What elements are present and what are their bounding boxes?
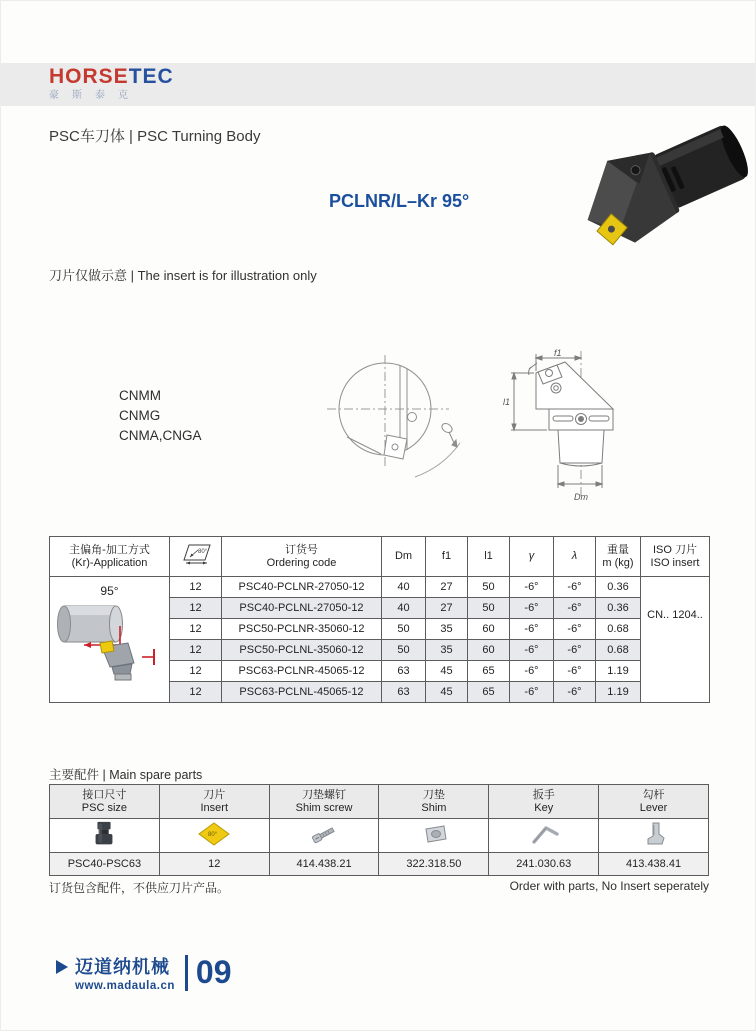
table-header-row <box>50 537 710 577</box>
footer-divider <box>185 955 188 991</box>
side-view-drawing <box>479 345 661 507</box>
cell-size: 12 <box>170 598 222 619</box>
spare-value-shim-screw: 414.438.21 <box>269 853 379 876</box>
cell-f1: 45 <box>426 682 468 703</box>
cell-l1: 60 <box>468 619 510 640</box>
brand-logo-text <box>49 66 174 87</box>
spare-header-en: Key <box>534 801 554 814</box>
header-application <box>50 537 170 577</box>
cell-gamma: -6° <box>510 640 554 661</box>
cell-code: PSC50-PCLNL-35060-12 <box>222 640 382 661</box>
spare-values-row <box>50 853 709 876</box>
cell-f1: 35 <box>426 640 468 661</box>
cell-lambda: -6° <box>554 661 596 682</box>
header-l1: l1 <box>468 537 510 577</box>
cell-lambda: -6° <box>554 640 596 661</box>
shim-screw-icon <box>309 821 339 847</box>
header-lambda: λ <box>554 537 596 577</box>
cell-size: 12 <box>170 661 222 682</box>
insert-note: 刀片仅做示意 | The insert is for illustration only <box>49 268 317 283</box>
insert-type-list <box>119 386 202 446</box>
cell-size: 12 <box>170 619 222 640</box>
cell-l1: 65 <box>468 661 510 682</box>
header-application-en: (Kr)-Application <box>71 556 148 569</box>
spare-header-shim-screw <box>269 785 379 819</box>
cell-gamma: -6° <box>510 682 554 703</box>
application-cell <box>50 577 170 703</box>
iso-insert-cell: CN.. 1204.. <box>641 577 710 703</box>
dim-f1-label: f1 <box>554 348 562 358</box>
spare-parts-notes <box>49 879 709 896</box>
dim-dm-label: Dm <box>574 492 588 502</box>
insert-type: CNMA,CNGA <box>119 428 202 443</box>
note-english: Order with parts, No Insert seperately <box>509 879 709 893</box>
spare-header-cn: 接口尺寸 <box>82 788 127 801</box>
cell-l1: 65 <box>468 682 510 703</box>
cell-f1: 35 <box>426 619 468 640</box>
cell-code: PSC63-PCLNL-45065-12 <box>222 682 382 703</box>
spare-header-insert <box>159 785 269 819</box>
header-weight-en: m (kg) <box>602 556 634 569</box>
cell-weight: 1.19 <box>596 661 641 682</box>
cell-size: 12 <box>170 577 222 598</box>
cell-code: PSC50-PCLNR-35060-12 <box>222 619 382 640</box>
spare-value-shim: 322.318.50 <box>379 853 489 876</box>
header-dm: Dm <box>382 537 426 577</box>
cell-dm: 50 <box>382 619 426 640</box>
spare-icon-cell <box>599 819 709 853</box>
spare-header-row <box>50 785 709 819</box>
spare-header-en: Shim screw <box>295 801 353 814</box>
spare-header-cn: 勾杆 <box>642 788 665 801</box>
cell-weight: 1.19 <box>596 682 641 703</box>
footer-brand-block <box>75 953 175 992</box>
spare-icon-cell <box>269 819 379 853</box>
cell-lambda: -6° <box>554 577 596 598</box>
shim-icon <box>419 821 449 847</box>
header-insert-size <box>170 537 222 577</box>
cell-code: PSC40-PCLNL-27050-12 <box>222 598 382 619</box>
spare-header-en: Lever <box>639 801 668 814</box>
cell-weight: 0.36 <box>596 598 641 619</box>
header-iso-cn: ISO 刀片 <box>652 543 697 556</box>
cell-f1: 27 <box>426 577 468 598</box>
page-number: 09 <box>195 954 232 990</box>
insert-type: CNMM <box>119 388 161 403</box>
header-f1: f1 <box>426 537 468 577</box>
front-view-drawing <box>297 351 473 487</box>
cell-gamma: -6° <box>510 619 554 640</box>
ordering-table <box>49 536 710 703</box>
header-iso-en: ISO insert <box>650 556 700 569</box>
cell-gamma: -6° <box>510 577 554 598</box>
spare-header-cn: 刀片 <box>203 788 226 801</box>
spare-header-en: Insert <box>200 801 228 814</box>
cell-l1: 50 <box>468 598 510 619</box>
spare-value-key: 241.030.63 <box>489 853 599 876</box>
note-chinese: 订货包含配件，不供应刀片产品。 <box>49 881 230 895</box>
table-row <box>50 577 710 598</box>
psc-shank-icon <box>89 820 119 848</box>
key-icon <box>528 821 560 847</box>
spare-header-lever <box>599 785 709 819</box>
spare-icon-cell <box>159 819 269 853</box>
insert-angle-label: 80° <box>208 832 218 838</box>
cell-gamma: -6° <box>510 598 554 619</box>
lever-icon <box>640 821 668 847</box>
triangle-icon <box>56 960 68 974</box>
brand-logo <box>49 66 174 101</box>
cell-size: 12 <box>170 682 222 703</box>
cell-dm: 40 <box>382 577 426 598</box>
header-application-cn: 主偏角-加工方式 <box>69 543 150 556</box>
header-ordering-cn: 订货号 <box>285 543 318 556</box>
spare-header-en: PSC size <box>81 801 128 814</box>
header-iso-insert <box>641 537 710 577</box>
cell-lambda: -6° <box>554 598 596 619</box>
cell-dm: 63 <box>382 661 426 682</box>
cell-weight: 0.36 <box>596 577 641 598</box>
application-angle: 95° <box>100 584 119 598</box>
header-weight <box>596 537 641 577</box>
insert-angle-label: 80° <box>197 548 207 555</box>
spare-parts-table <box>49 784 709 876</box>
logo-horse-text: HORSE <box>49 65 129 88</box>
spare-value-insert: 12 <box>159 853 269 876</box>
insert-type: CNMG <box>119 408 161 423</box>
cell-gamma: -6° <box>510 661 554 682</box>
spare-header-cn: 刀垫螺钉 <box>302 788 347 801</box>
spare-icon-cell <box>50 819 160 853</box>
spare-icons-row <box>50 819 709 853</box>
spare-header-en: Shim <box>421 801 447 814</box>
spare-icon-cell <box>379 819 489 853</box>
spare-header-shim <box>379 785 489 819</box>
footer-website: www.madaula.cn <box>75 980 175 992</box>
footer-company: 迈道纳机械 <box>75 957 170 977</box>
insert-shape-icon <box>178 541 214 569</box>
cell-weight: 0.68 <box>596 640 641 661</box>
header-gamma: γ <box>510 537 554 577</box>
cell-size: 12 <box>170 640 222 661</box>
spare-parts-title: 主要配件 | Main spare parts <box>49 768 203 782</box>
logo-tec-text: TEC <box>128 65 174 88</box>
spare-value-psc-size: PSC40-PSC63 <box>50 853 160 876</box>
cell-weight: 0.68 <box>596 619 641 640</box>
spare-header-cn: 扳手 <box>532 788 555 801</box>
product-photo <box>564 116 754 258</box>
cell-code: PSC63-PCLNR-45065-12 <box>222 661 382 682</box>
insert-icon <box>197 821 231 847</box>
header-ordering-code <box>222 537 382 577</box>
dim-l1-label: l1 <box>503 397 511 407</box>
spare-header-psc-size <box>50 785 160 819</box>
cell-dm: 40 <box>382 598 426 619</box>
cell-l1: 60 <box>468 640 510 661</box>
header-weight-cn: 重量 <box>607 543 629 556</box>
cell-code: PSC40-PCLNR-27050-12 <box>222 577 382 598</box>
product-title: PCLNR/L–Kr 95° <box>329 191 470 211</box>
application-diagram <box>54 600 166 682</box>
spare-header-key <box>489 785 599 819</box>
cell-dm: 63 <box>382 682 426 703</box>
brand-logo-chinese: 豪斯泰克 <box>49 90 141 101</box>
cell-lambda: -6° <box>554 682 596 703</box>
cell-l1: 50 <box>468 577 510 598</box>
spare-value-lever: 413.438.41 <box>599 853 709 876</box>
page-footer <box>56 953 231 992</box>
tool-holder-image <box>569 116 754 257</box>
section-title: PSC车刀体 | PSC Turning Body <box>49 128 261 145</box>
cell-f1: 45 <box>426 661 468 682</box>
spare-icon-cell <box>489 819 599 853</box>
header-ordering-en: Ordering code <box>266 556 337 569</box>
cell-f1: 27 <box>426 598 468 619</box>
cell-dm: 50 <box>382 640 426 661</box>
cell-lambda: -6° <box>554 619 596 640</box>
spare-header-cn: 刀垫 <box>422 788 445 801</box>
